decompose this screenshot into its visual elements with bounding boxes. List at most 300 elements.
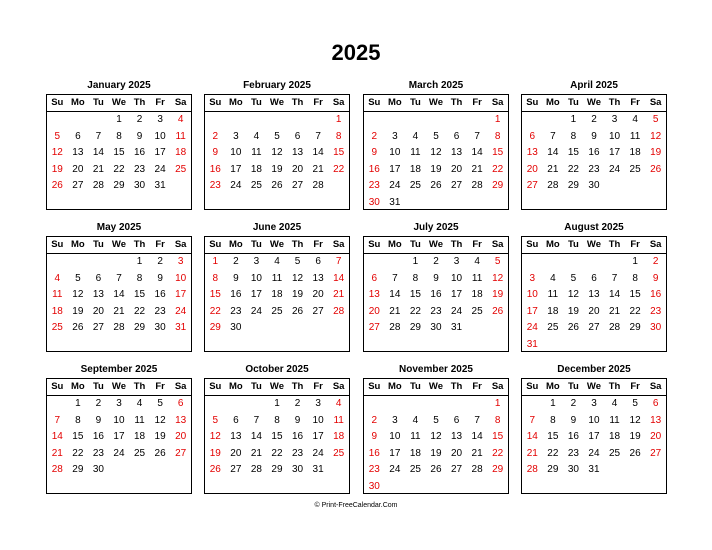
day-cell: 28	[389, 322, 401, 334]
weekday-header: Fr	[313, 381, 323, 392]
day-cell: 27	[92, 322, 104, 334]
day-cell: 27	[450, 180, 463, 192]
empty-cell	[604, 462, 625, 479]
weekday-header: We	[428, 97, 444, 108]
day-cell: 9	[294, 414, 301, 426]
day-cell: 29	[567, 180, 579, 192]
empty-cell	[426, 396, 447, 413]
day-cell: 20	[588, 305, 600, 317]
day-cell: 10	[450, 272, 463, 284]
day-cell: 3	[177, 256, 184, 267]
empty-cell	[543, 254, 564, 271]
day-cell: 18	[471, 289, 483, 301]
empty-cell	[446, 195, 467, 212]
week-row	[364, 162, 508, 179]
day-cell: 13	[526, 147, 538, 159]
day-cell: 9	[570, 414, 577, 426]
day-cell: 22	[492, 163, 504, 175]
weekday-header-row	[364, 95, 508, 112]
day-cell: 17	[608, 147, 621, 159]
day-cell: 26	[291, 305, 304, 317]
day-cell: 3	[529, 272, 536, 284]
week-row	[47, 129, 191, 146]
day-cell: 25	[250, 180, 262, 192]
weekday-header: Fr	[313, 97, 323, 108]
month-grid	[204, 378, 350, 494]
weekday-header: Sa	[649, 381, 662, 392]
day-cell: 10	[588, 414, 600, 426]
weekday-header: Tu	[250, 97, 262, 108]
weekday-header: Fr	[630, 97, 640, 108]
day-cell: 12	[154, 414, 166, 426]
day-cell: 13	[230, 431, 242, 443]
day-cell: 9	[233, 272, 239, 284]
weekday-header-row	[47, 237, 191, 254]
day-cell: 2	[570, 398, 577, 409]
day-cell: 17	[154, 147, 166, 159]
day-cell: 3	[392, 130, 398, 142]
week-row	[364, 195, 508, 212]
weekday-header: Su	[368, 239, 381, 250]
day-cell: 5	[294, 256, 301, 267]
day-cell: 22	[133, 305, 146, 317]
day-cell: 6	[177, 398, 184, 409]
day-cell: 6	[652, 398, 659, 409]
day-cell: 13	[291, 147, 304, 159]
day-cell: 16	[368, 163, 380, 175]
weekday-header: Fr	[313, 239, 323, 250]
day-cell: 19	[567, 305, 579, 317]
day-cell: 21	[250, 447, 262, 459]
month-title: June 2025	[252, 222, 302, 233]
weekday-header: Th	[133, 381, 146, 392]
week-row	[205, 287, 349, 304]
day-cell: 24	[526, 322, 538, 334]
week-row	[522, 446, 666, 463]
day-cell: 8	[632, 272, 638, 284]
empty-cell	[47, 396, 68, 413]
day-cell: 28	[526, 464, 538, 476]
weekday-header: Mo	[228, 97, 243, 108]
day-cell: 7	[392, 272, 398, 284]
week-row	[364, 129, 508, 146]
day-cell: 18	[271, 289, 283, 301]
day-cell: 10	[113, 414, 125, 426]
day-cell: 14	[471, 147, 483, 159]
day-cell: 20	[291, 163, 304, 175]
month-grid	[363, 94, 509, 210]
empty-cell	[563, 337, 584, 354]
week-row	[205, 112, 349, 129]
day-cell: 11	[410, 147, 421, 159]
day-cell: 1	[75, 398, 81, 409]
day-cell: 21	[389, 305, 401, 317]
empty-cell	[308, 320, 329, 337]
day-cell: 19	[430, 447, 442, 459]
empty-cell	[109, 462, 130, 479]
day-cell: 5	[433, 130, 439, 142]
day-cell: 10	[389, 431, 401, 443]
day-cell: 24	[588, 447, 600, 459]
weekday-header: We	[111, 381, 127, 392]
weekday-header: Su	[526, 97, 539, 108]
day-cell: 26	[51, 180, 63, 192]
day-cell: 25	[409, 464, 421, 476]
day-cell: 16	[368, 447, 380, 459]
day-cell: 2	[652, 256, 659, 267]
weekday-header: We	[586, 239, 602, 250]
weekday-header: Mo	[387, 239, 402, 250]
week-row	[364, 413, 508, 430]
month-title: May 2025	[96, 222, 142, 233]
empty-cell	[446, 479, 467, 496]
day-cell: 8	[274, 414, 280, 426]
empty-cell	[522, 396, 543, 413]
weekday-header: Sa	[649, 239, 662, 250]
weekday-header: Su	[51, 239, 64, 250]
day-cell: 20	[312, 289, 324, 301]
empty-cell	[226, 396, 247, 413]
day-cell: 4	[253, 130, 260, 142]
month-grid	[46, 236, 192, 352]
day-cell: 15	[72, 431, 84, 443]
day-cell: 5	[157, 398, 163, 409]
week-row	[47, 320, 191, 337]
month-grid	[521, 236, 667, 352]
empty-cell	[47, 112, 68, 129]
week-row	[522, 129, 666, 146]
week-row	[47, 145, 191, 162]
day-cell: 25	[471, 305, 483, 317]
day-cell: 16	[650, 289, 662, 301]
week-row	[47, 429, 191, 446]
day-cell: 18	[409, 163, 421, 175]
weekday-header: We	[269, 381, 285, 392]
weekday-header: Sa	[174, 97, 187, 108]
weekday-header: Mo	[70, 381, 85, 392]
weekday-header-row	[522, 95, 666, 112]
day-cell: 7	[335, 256, 342, 267]
day-cell: 21	[547, 163, 559, 175]
day-cell: 19	[154, 431, 166, 443]
day-cell: 9	[433, 272, 439, 284]
day-cell: 14	[547, 147, 559, 159]
week-row	[522, 287, 666, 304]
day-cell: 22	[492, 447, 504, 459]
day-cell: 19	[271, 163, 283, 175]
day-cell: 11	[471, 272, 483, 284]
day-cell: 1	[494, 398, 501, 409]
day-cell: 13	[588, 289, 600, 301]
weekday-header-row	[47, 95, 191, 112]
weekday-header: Sa	[491, 381, 504, 392]
day-cell: 29	[133, 322, 146, 334]
day-cell: 3	[453, 256, 460, 267]
day-cell: 25	[271, 305, 283, 317]
day-cell: 5	[75, 272, 81, 284]
day-cell: 26	[492, 305, 504, 317]
week-row	[364, 287, 508, 304]
week-row	[364, 479, 508, 496]
day-cell: 5	[212, 414, 219, 426]
day-cell: 2	[591, 114, 597, 125]
day-cell: 24	[154, 163, 166, 175]
day-cell: 15	[629, 289, 641, 301]
day-cell: 30	[430, 322, 442, 334]
empty-cell	[88, 254, 109, 271]
weekday-header: Tu	[92, 381, 104, 392]
week-row	[47, 162, 191, 179]
day-cell: 10	[250, 272, 262, 284]
week-row	[522, 462, 666, 479]
day-cell: 30	[567, 464, 579, 476]
week-row	[364, 462, 508, 479]
empty-cell	[226, 112, 247, 129]
empty-cell	[129, 462, 150, 479]
empty-cell	[68, 112, 89, 129]
day-cell: 13	[450, 147, 463, 159]
day-cell: 30	[291, 464, 304, 476]
day-cell: 27	[291, 180, 304, 192]
day-cell: 28	[547, 180, 559, 192]
weekday-header: Tu	[409, 381, 421, 392]
week-row	[205, 396, 349, 413]
day-cell: 18	[51, 305, 63, 317]
day-cell: 21	[92, 163, 104, 175]
day-cell: 15	[492, 147, 504, 159]
day-cell: 6	[95, 272, 102, 284]
empty-cell	[645, 462, 666, 479]
empty-cell	[170, 462, 191, 479]
week-row	[364, 254, 508, 271]
day-cell: 5	[274, 130, 280, 142]
day-cell: 24	[389, 464, 401, 476]
day-cell: 15	[409, 289, 421, 301]
weekday-header: We	[428, 239, 444, 250]
weekday-header: Th	[291, 381, 304, 392]
day-cell: 23	[209, 180, 221, 192]
day-cell: 29	[271, 464, 283, 476]
weekday-header-row	[364, 379, 508, 396]
day-cell: 17	[175, 289, 187, 301]
day-cell: 19	[430, 163, 442, 175]
day-cell: 9	[95, 414, 102, 426]
day-cell: 4	[550, 272, 556, 284]
day-cell: 22	[547, 447, 559, 459]
empty-cell	[467, 396, 488, 413]
month-grid	[46, 378, 192, 494]
day-cell: 3	[233, 130, 239, 142]
day-cell: 23	[430, 305, 442, 317]
day-cell: 21	[333, 289, 345, 301]
weekday-header: Su	[209, 239, 222, 250]
day-cell: 22	[72, 447, 84, 459]
day-cell: 11	[609, 414, 620, 426]
weekday-header: Su	[209, 97, 222, 108]
weekday-header: We	[269, 239, 285, 250]
day-cell: 20	[450, 447, 463, 459]
day-cell: 29	[547, 464, 559, 476]
empty-cell	[543, 112, 564, 129]
week-row	[522, 271, 666, 288]
week-row	[522, 162, 666, 179]
day-cell: 4	[177, 114, 184, 125]
weekday-header: We	[428, 381, 444, 392]
day-cell: 2	[433, 256, 439, 267]
day-cell: 2	[371, 414, 378, 426]
week-row	[522, 145, 666, 162]
day-cell: 8	[75, 414, 81, 426]
day-cell: 22	[629, 305, 641, 317]
day-cell: 26	[650, 163, 662, 175]
month-grid	[521, 94, 667, 210]
day-cell: 25	[51, 322, 63, 334]
weekday-header-row	[522, 379, 666, 396]
week-row	[364, 320, 508, 337]
weekday-header: Tu	[567, 97, 579, 108]
weekday-header: Sa	[332, 97, 345, 108]
day-cell: 15	[492, 431, 504, 443]
weekday-header: Th	[291, 97, 304, 108]
day-cell: 9	[212, 147, 219, 159]
day-cell: 19	[209, 447, 221, 459]
day-cell: 25	[175, 163, 187, 175]
weekday-header: Fr	[155, 381, 165, 392]
week-row	[205, 129, 349, 146]
footer-credit: © Print-FreeCalendar.Com	[314, 502, 398, 509]
day-cell: 4	[412, 414, 419, 426]
day-cell: 15	[271, 431, 283, 443]
week-row	[364, 178, 508, 195]
day-cell: 20	[526, 163, 538, 175]
empty-cell	[487, 320, 508, 337]
empty-cell	[604, 254, 625, 271]
day-cell: 17	[588, 431, 600, 443]
day-cell: 29	[629, 322, 641, 334]
day-cell: 7	[550, 130, 556, 142]
week-row	[47, 254, 191, 271]
day-cell: 10	[389, 147, 401, 159]
day-cell: 16	[92, 431, 104, 443]
weekday-header: Th	[133, 97, 146, 108]
day-cell: 16	[209, 163, 221, 175]
weekday-header: Tu	[567, 381, 579, 392]
weekday-header: Th	[608, 381, 621, 392]
day-cell: 13	[368, 289, 380, 301]
day-cell: 10	[608, 130, 621, 142]
day-cell: 25	[333, 447, 345, 459]
day-cell: 18	[175, 147, 187, 159]
month-title: November 2025	[399, 364, 473, 375]
day-cell: 20	[650, 431, 662, 443]
day-cell: 30	[650, 322, 662, 334]
weekday-header: Fr	[472, 97, 482, 108]
day-cell: 12	[492, 272, 504, 284]
day-cell: 3	[611, 114, 618, 125]
day-cell: 3	[116, 398, 122, 409]
day-cell: 26	[629, 447, 641, 459]
empty-cell	[68, 254, 89, 271]
empty-cell	[467, 320, 488, 337]
day-cell: 19	[51, 163, 63, 175]
day-cell: 4	[274, 256, 280, 267]
day-cell: 5	[433, 414, 439, 426]
day-cell: 13	[72, 147, 84, 159]
weekday-header: Mo	[387, 381, 402, 392]
day-cell: 27	[72, 180, 84, 192]
weekday-header: Mo	[228, 239, 243, 250]
weekday-header: We	[586, 381, 602, 392]
week-row	[205, 429, 349, 446]
day-cell: 2	[212, 130, 219, 142]
week-row	[47, 271, 191, 288]
empty-cell	[88, 112, 109, 129]
week-row	[205, 271, 349, 288]
week-row	[47, 446, 191, 463]
weekday-header: We	[586, 97, 602, 108]
day-cell: 8	[412, 272, 419, 284]
weekday-header: Tu	[567, 239, 579, 250]
day-cell: 30	[92, 464, 104, 476]
day-cell: 16	[291, 431, 304, 443]
day-cell: 1	[116, 114, 122, 125]
day-cell: 26	[430, 180, 442, 192]
week-row	[364, 112, 508, 129]
day-cell: 22	[209, 305, 221, 317]
day-cell: 23	[368, 464, 380, 476]
empty-cell	[405, 195, 426, 212]
day-cell: 2	[233, 256, 239, 267]
day-cell: 25	[608, 447, 621, 459]
weekday-header: Mo	[70, 239, 85, 250]
weekday-header: Sa	[174, 381, 187, 392]
month-title: August 2025	[564, 222, 624, 233]
weekday-header: Th	[608, 97, 621, 108]
empty-cell	[645, 337, 666, 354]
day-cell: 18	[133, 431, 146, 443]
weekday-header: Mo	[545, 381, 560, 392]
day-cell: 31	[389, 196, 401, 208]
day-cell: 7	[253, 414, 260, 426]
day-cell: 1	[136, 256, 143, 267]
day-cell: 21	[471, 163, 483, 175]
empty-cell	[109, 254, 130, 271]
day-cell: 2	[136, 114, 143, 125]
day-cell: 31	[154, 180, 166, 192]
weekday-header: Mo	[545, 239, 560, 250]
day-cell: 24	[450, 305, 463, 317]
day-cell: 12	[271, 147, 283, 159]
week-row	[205, 446, 349, 463]
day-cell: 5	[54, 130, 61, 142]
day-cell: 17	[526, 305, 538, 317]
day-cell: 9	[371, 147, 378, 159]
day-cell: 14	[389, 289, 401, 301]
day-cell: 13	[92, 289, 104, 301]
day-cell: 23	[368, 180, 380, 192]
empty-cell	[246, 320, 267, 337]
day-cell: 28	[608, 322, 621, 334]
weekday-header: Mo	[70, 97, 85, 108]
day-cell: 1	[494, 114, 501, 125]
day-cell: 11	[547, 289, 559, 301]
month-grid	[204, 236, 350, 352]
day-cell: 26	[567, 322, 579, 334]
week-row	[205, 462, 349, 479]
weekday-header: Th	[291, 239, 304, 250]
week-row	[205, 320, 349, 337]
day-cell: 29	[492, 180, 504, 192]
